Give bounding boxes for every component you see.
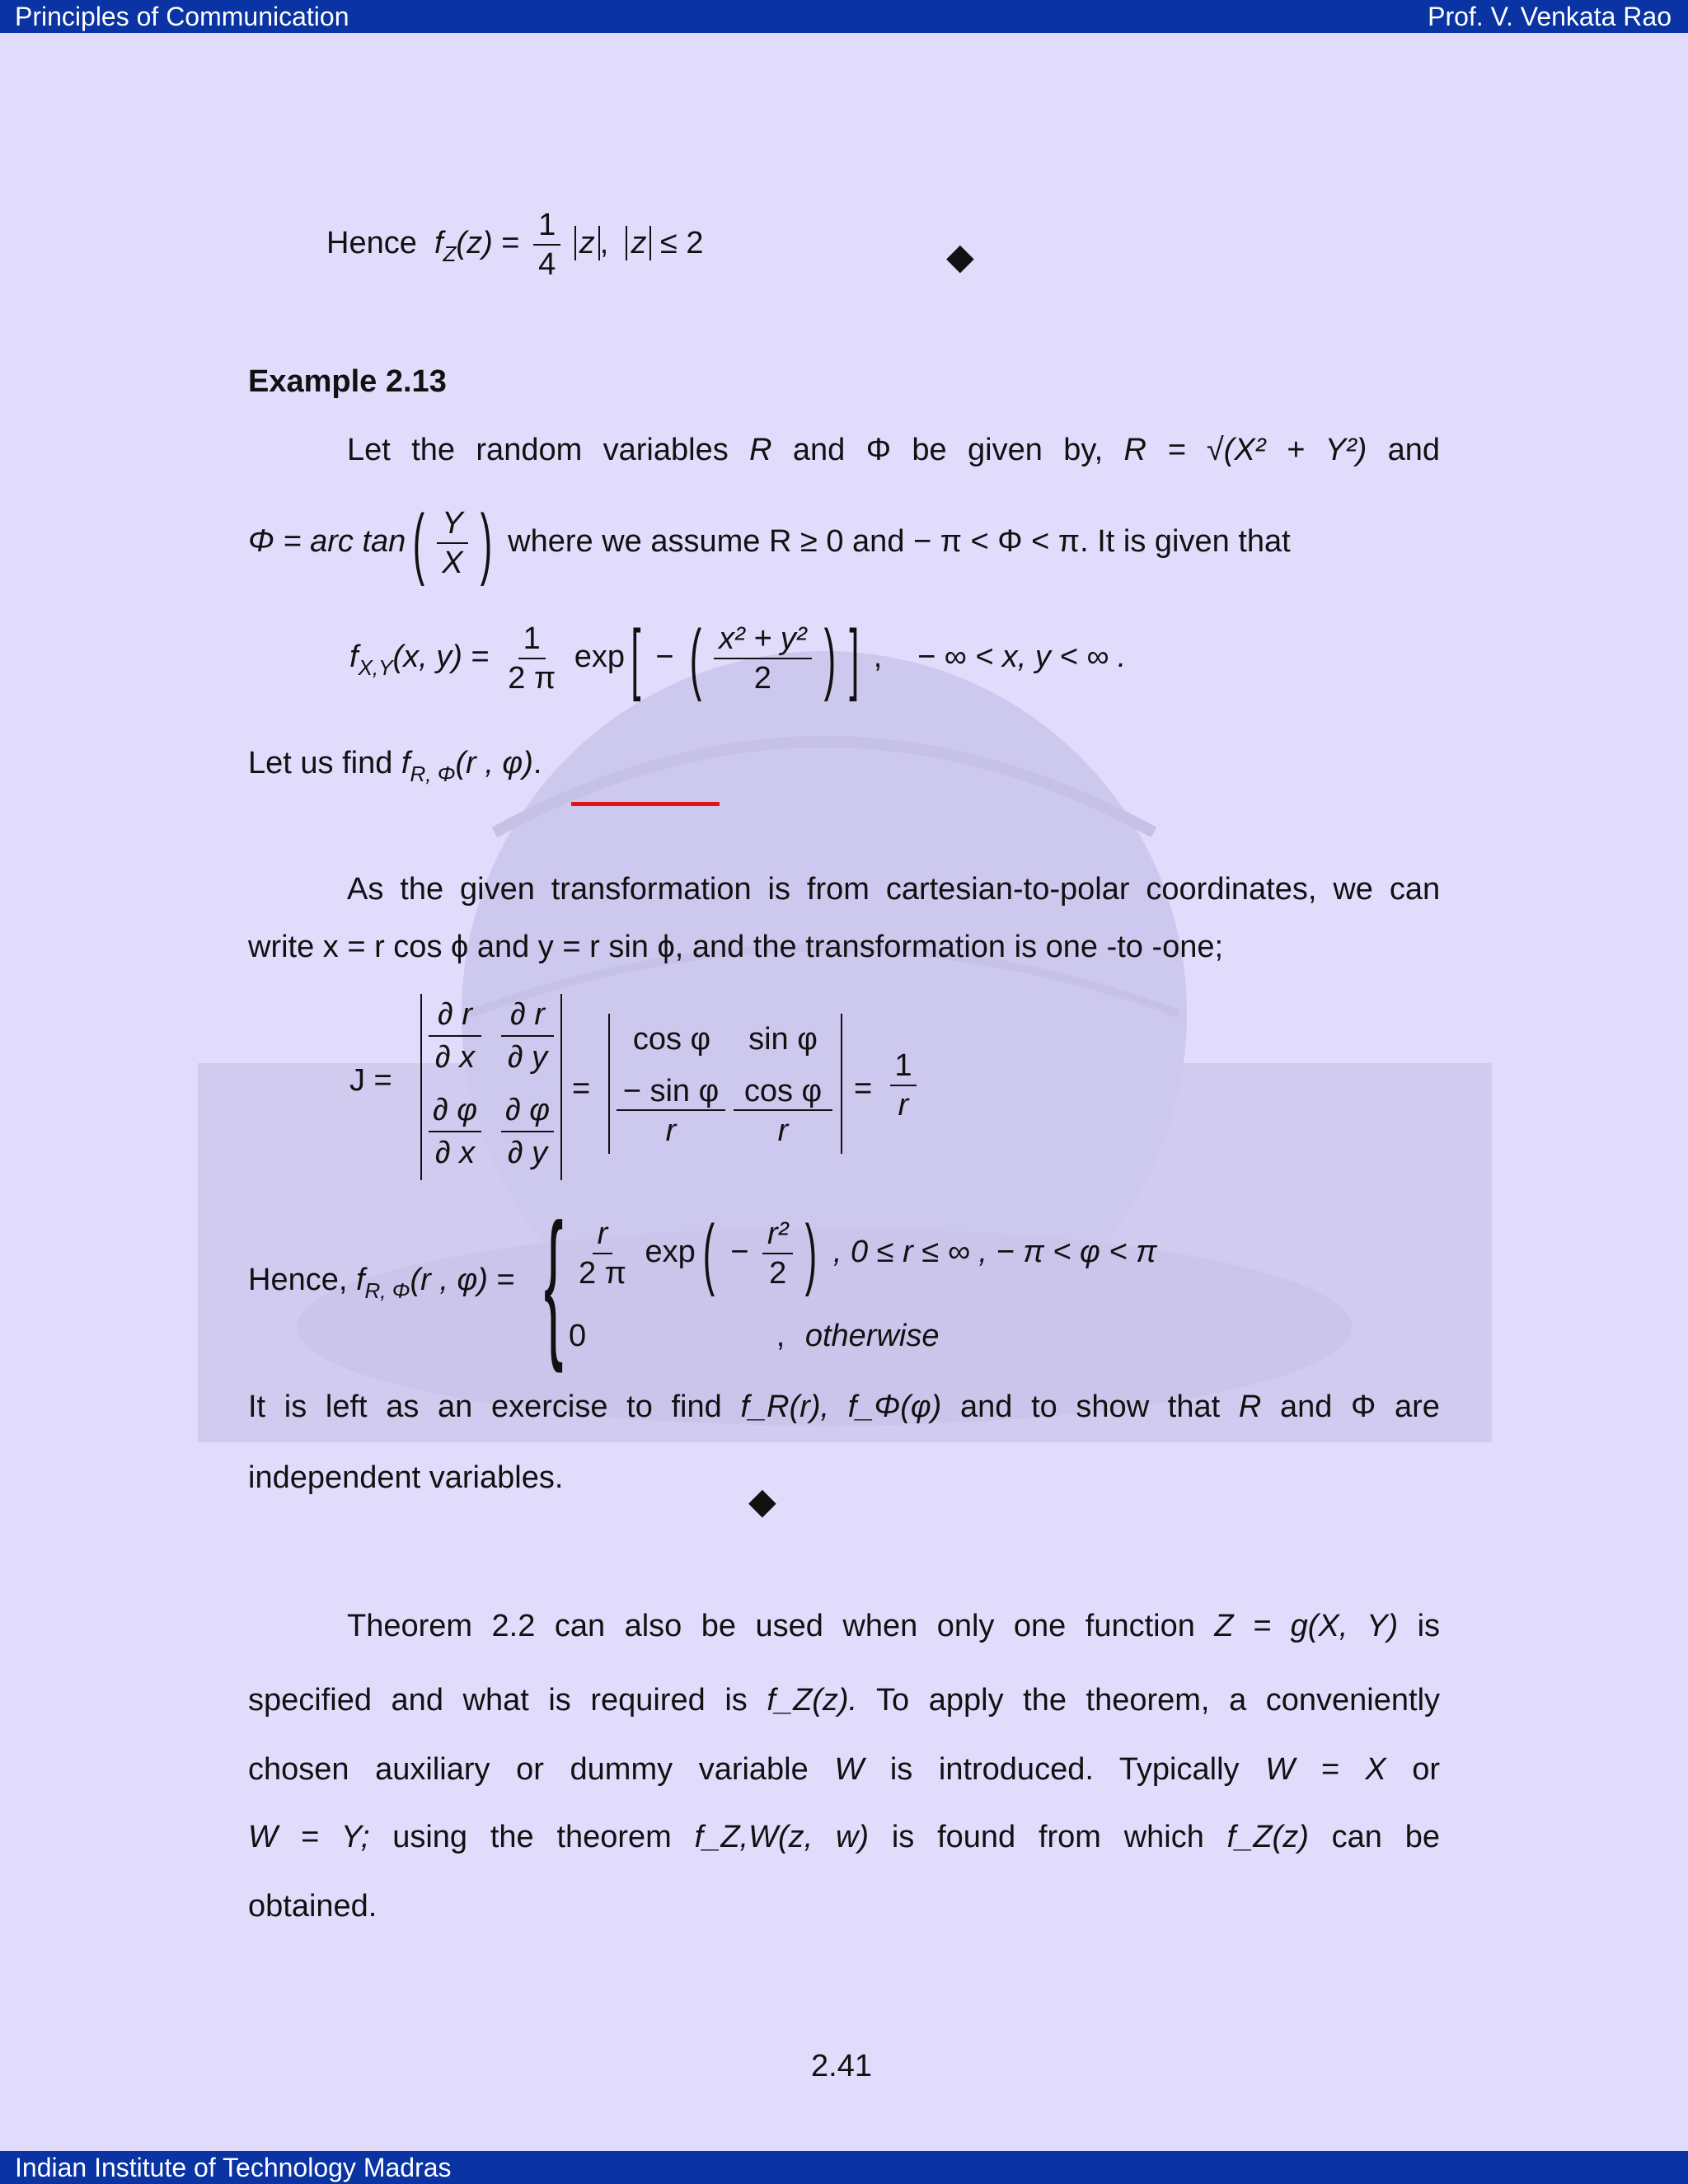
- example-heading: Example 2.13: [248, 364, 447, 399]
- zero-value: 0: [569, 1319, 587, 1353]
- red-underline-mark: [571, 802, 720, 806]
- equals-sign: =: [501, 226, 520, 261]
- frac-den: r: [777, 1113, 789, 1148]
- neg-sin-over-r: [617, 1073, 725, 1151]
- f-symbol: f: [401, 746, 410, 780]
- word: can: [554, 1609, 606, 1643]
- transform-line-2: write x = r cos ϕ and y = r sin ϕ, and the transformation is one -to -one;: [248, 930, 1224, 964]
- abs-z: z: [574, 226, 600, 260]
- f-subscript: R, Φ: [410, 762, 456, 786]
- equals-sign-3: =: [854, 1071, 873, 1106]
- f-symbol: f: [355, 1263, 365, 1297]
- word: the: [1023, 1683, 1067, 1718]
- theorem-line-4: [248, 1820, 1440, 1855]
- word: coordinates,: [1146, 872, 1317, 907]
- header-bar: [0, 0, 1688, 33]
- var-W: W: [834, 1752, 865, 1787]
- frac-den: 2 π: [579, 1256, 626, 1291]
- word: can: [1389, 872, 1441, 907]
- f-args: (r , φ): [455, 746, 533, 780]
- joint-pdf-equation: $f_{X,Y}(x$, y) = $\frac{1}{2 \pi}$ exp[ − ( $\frac{\text{x² + y²}}{2}$ ) ] , − ∞ < x, y < ∞ .: [349, 614, 1127, 702]
- equals-sign-2: =: [572, 1071, 591, 1106]
- word: theorem: [556, 1820, 672, 1854]
- theorem-line-5: obtained.: [248, 1889, 377, 1924]
- word: or: [1412, 1752, 1441, 1787]
- partial-den: ∂ y: [507, 1040, 548, 1075]
- word: found: [937, 1820, 1016, 1854]
- word: when: [842, 1609, 918, 1643]
- institution-name: Indian Institute of Technology Madras: [15, 2153, 452, 2182]
- marginal-pdfs: f_R(r), f_Φ(φ): [740, 1390, 942, 1424]
- word: the: [411, 433, 456, 467]
- quarter-fraction: [533, 206, 560, 284]
- frac-num: − sin φ: [617, 1073, 725, 1111]
- case-1-condition: , 0 ≤ r ≤ ∞ , − π < φ < π: [832, 1235, 1157, 1270]
- partial-cell: [501, 1090, 554, 1174]
- frac-den: r: [665, 1113, 677, 1148]
- word: left: [325, 1390, 368, 1424]
- partial-cell: [501, 994, 554, 1078]
- frac-den: 2: [769, 1256, 787, 1291]
- word: is: [284, 1390, 307, 1424]
- assumption-text: where we assume R ≥ 0 and − π < Φ < π. It is given that: [508, 524, 1291, 560]
- partial-den: ∂ y: [507, 1136, 548, 1170]
- fz-symbol: f_Z(z).: [767, 1683, 858, 1718]
- find-text: Let us find: [248, 746, 393, 780]
- otherwise-word: otherwise: [804, 1319, 940, 1353]
- paren-close: ): [805, 1209, 818, 1297]
- word: from: [1038, 1820, 1101, 1854]
- var-Phi: Φ: [865, 433, 892, 467]
- partial-cell: [429, 994, 481, 1078]
- f-subscript: Z: [443, 241, 457, 267]
- frac-den: 2 π: [508, 661, 556, 696]
- f-symbol: f: [349, 640, 359, 675]
- word: 2.2: [491, 1609, 536, 1643]
- cos-over-r: [734, 1073, 832, 1151]
- word: and: [960, 1390, 1013, 1424]
- word: also: [624, 1609, 682, 1643]
- var-R: R: [749, 433, 772, 467]
- word: is: [1417, 1609, 1441, 1643]
- course-title: Principles of Communication: [15, 2, 349, 31]
- word: cartesian-to-polar: [885, 872, 1130, 907]
- word: and: [391, 1683, 443, 1718]
- exercise-line-1: [248, 1390, 1440, 1425]
- comma: ,: [776, 1319, 785, 1353]
- word: specified: [248, 1683, 372, 1718]
- abs-z-cond: z: [626, 226, 651, 260]
- word: variables: [603, 433, 729, 467]
- paren-close: ): [480, 499, 492, 587]
- word: Theorem: [347, 1609, 473, 1643]
- word: show: [1076, 1390, 1150, 1424]
- word: auxiliary: [375, 1752, 490, 1787]
- word: find: [671, 1390, 722, 1424]
- r-over-two-pi: [574, 1215, 631, 1292]
- footer-bar: [0, 2151, 1688, 2184]
- word: To: [876, 1683, 910, 1718]
- sin-phi: sin φ: [748, 1022, 818, 1057]
- intro-line-2: [248, 499, 1291, 587]
- word: Typically: [1118, 1752, 1240, 1787]
- word: conveniently: [1265, 1683, 1441, 1718]
- var-R: R: [1238, 1390, 1262, 1424]
- jacobian-determinant-2: [608, 1014, 842, 1154]
- exponent-fraction: [714, 620, 812, 697]
- find-statement: [248, 746, 542, 787]
- hence-word: Hence,: [248, 1263, 348, 1297]
- word: and: [792, 433, 846, 467]
- word: As: [347, 872, 384, 907]
- comma: ,: [599, 226, 609, 261]
- partial-den: ∂ x: [434, 1136, 476, 1170]
- frac-num: 1: [518, 620, 546, 659]
- frac-num: 1: [533, 206, 560, 246]
- word: used: [755, 1609, 823, 1643]
- word: as: [386, 1390, 420, 1424]
- exercise-line-2: independent variables.: [248, 1460, 564, 1495]
- word: by,: [1063, 433, 1104, 467]
- word: given: [460, 872, 535, 907]
- word: given: [968, 433, 1043, 467]
- word: are: [1395, 1390, 1440, 1424]
- word: is: [724, 1683, 748, 1718]
- word: to: [626, 1390, 653, 1424]
- frac-den: 2: [753, 661, 771, 696]
- word: an: [438, 1390, 473, 1424]
- word: It: [248, 1390, 266, 1424]
- word: the: [400, 872, 444, 907]
- hence-pdf-lhs: [248, 1263, 515, 1304]
- piecewise-case-1: $\frac{r}{2 \pi}$ exp( − $\frac{\text{r²}}{2}$ ) , 0 ≤ r ≤ ∞ , − π < φ < π: [569, 1215, 1157, 1292]
- word: or: [516, 1752, 544, 1787]
- author-name: Prof. V. Venkata Rao: [1428, 2, 1672, 31]
- word: that: [1167, 1390, 1221, 1424]
- equals-sign: =: [471, 640, 490, 675]
- fz-symbol: f_Z(z): [1226, 1820, 1309, 1854]
- word: function: [1085, 1609, 1195, 1643]
- domain-range: − ∞ < x, y < ∞ .: [917, 640, 1127, 675]
- frac-num: 1: [890, 1047, 917, 1086]
- word: transformation: [551, 872, 752, 907]
- f-symbol: f: [434, 226, 443, 261]
- one-over-two-pi: [503, 620, 560, 697]
- Z-definition: Z = g(X, Y): [1214, 1609, 1399, 1643]
- one-over-r: [890, 1047, 917, 1124]
- intro-line-1: [347, 433, 1440, 468]
- word: apply: [928, 1683, 1004, 1718]
- theorem-line-2: [248, 1683, 1440, 1718]
- word: we: [1333, 872, 1373, 907]
- partial-den: ∂ x: [434, 1040, 476, 1075]
- word: random: [476, 433, 583, 467]
- frac-num: r: [593, 1215, 613, 1254]
- partial-num: ∂ r: [429, 994, 481, 1037]
- Y-over-X: [437, 504, 467, 582]
- partial-num: ∂ φ: [429, 1090, 481, 1132]
- word: be: [912, 433, 947, 467]
- word: required: [590, 1683, 706, 1718]
- frac-num: x² + y²: [714, 620, 812, 659]
- word: using: [392, 1820, 468, 1854]
- le-two: ≤ 2: [660, 226, 704, 261]
- theorem-line-1: [347, 1609, 1440, 1644]
- f-subscript: X,Y: [358, 655, 393, 681]
- paren-close: ): [823, 614, 836, 702]
- page-number: 2.41: [811, 2049, 872, 2083]
- word: to: [1031, 1390, 1057, 1424]
- word: be: [701, 1609, 737, 1643]
- word: a: [1229, 1683, 1247, 1718]
- r2-over-2: [762, 1215, 793, 1292]
- word: is: [891, 1820, 915, 1854]
- bracket-close: ]: [848, 614, 859, 702]
- partial-cell: [429, 1090, 481, 1174]
- word: one: [1013, 1609, 1067, 1643]
- var-Phi: Φ: [1351, 1390, 1376, 1424]
- word: be: [1404, 1820, 1440, 1854]
- word: variable: [698, 1752, 809, 1787]
- exp-word: exp: [574, 640, 626, 675]
- word: introduced.: [938, 1752, 1094, 1787]
- end-of-example-diamond-icon: ◆: [748, 1481, 776, 1521]
- exp-word: exp: [645, 1235, 696, 1270]
- word: exercise: [490, 1390, 608, 1424]
- result-equation: [326, 206, 704, 284]
- frac-den: r: [898, 1088, 909, 1122]
- fzw-symbol: f_Z,W(z, w): [694, 1820, 870, 1854]
- W-eq-Y: W = Y;: [248, 1820, 370, 1854]
- transform-line-1: [347, 872, 1440, 907]
- f-subscript: R, Φ: [364, 1278, 410, 1303]
- jacobian-determinant-1: [420, 994, 562, 1180]
- word: from: [806, 872, 870, 907]
- jacobian-lhs: J =: [349, 1063, 392, 1098]
- word: and: [1387, 433, 1441, 467]
- word: is: [767, 872, 790, 907]
- end-of-example-diamond-icon: ◆: [946, 237, 974, 277]
- piecewise-brace: {: [544, 1190, 564, 1374]
- word: dummy: [570, 1752, 673, 1787]
- paren-open: (: [702, 1209, 715, 1297]
- word: only: [936, 1609, 995, 1643]
- f-args: (x, y): [392, 640, 462, 675]
- frac-num: Y: [437, 504, 467, 544]
- word: is: [889, 1752, 913, 1787]
- partial-num: ∂ r: [501, 994, 554, 1037]
- word: can: [1331, 1820, 1382, 1854]
- f-args: (r , φ): [410, 1263, 488, 1297]
- paren-open: (: [413, 499, 425, 587]
- frac-den: X: [442, 546, 463, 580]
- equals-sign: =: [496, 1263, 515, 1297]
- cos-phi: cos φ: [632, 1022, 711, 1057]
- piecewise-case-2: [569, 1319, 939, 1354]
- word: and: [1279, 1390, 1333, 1424]
- word: is: [548, 1683, 571, 1718]
- word: theorem,: [1085, 1683, 1210, 1718]
- phi-arctan: Φ = arc tan: [248, 524, 406, 560]
- hence-word: Hence: [326, 226, 417, 261]
- word: the: [490, 1820, 534, 1854]
- watermark-image: [198, 585, 1492, 1442]
- word: chosen: [248, 1752, 349, 1787]
- paren-open: (: [689, 614, 702, 702]
- frac-num: cos φ: [734, 1073, 832, 1111]
- R-definition: R = √(X² + Y²): [1123, 433, 1367, 467]
- W-eq-X: W = X: [1265, 1752, 1386, 1787]
- word: Let: [347, 433, 391, 467]
- partial-num: ∂ φ: [501, 1090, 554, 1132]
- word: what: [462, 1683, 529, 1718]
- frac-num: r²: [762, 1215, 793, 1254]
- frac-den: 4: [538, 247, 556, 282]
- period: .: [532, 746, 542, 780]
- theorem-line-3: [248, 1752, 1440, 1788]
- bracket-open: [: [631, 614, 641, 702]
- word: which: [1123, 1820, 1204, 1854]
- f-arg: (z): [456, 226, 493, 261]
